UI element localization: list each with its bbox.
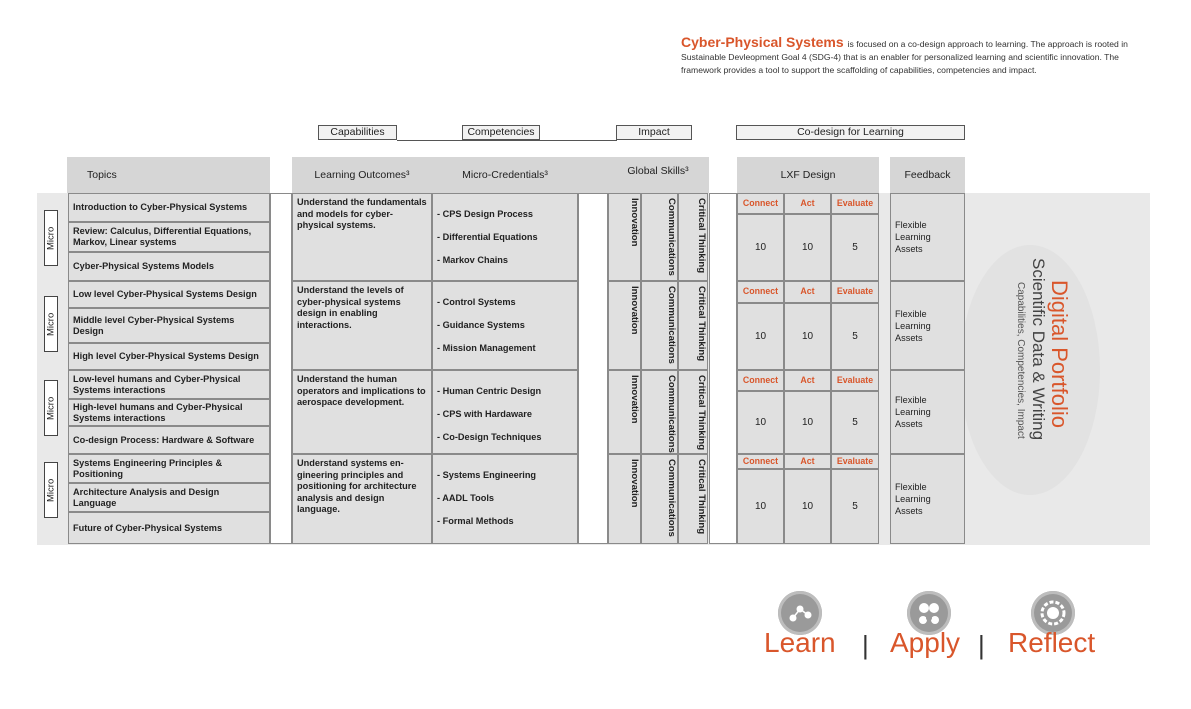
lxf-evaluate-value: 5 xyxy=(831,391,879,454)
lxf-act-value: 10 xyxy=(784,469,831,544)
lxf-connect-label: Connect xyxy=(737,454,784,469)
micro-credential-item: - Human Centric Design xyxy=(437,385,542,396)
category-capabilities: Capabilities xyxy=(318,125,397,140)
digital-portfolio xyxy=(1006,250,1076,490)
category-competencies: Competencies xyxy=(462,125,540,140)
skill-critical-thinking: Critical Thinking xyxy=(678,454,708,544)
lxf-evaluate-label: Evaluate xyxy=(831,193,879,214)
lxf-act-label: Act xyxy=(784,281,831,303)
micro-credential-item: - Mission Management xyxy=(437,342,536,353)
spacer-column xyxy=(270,193,292,544)
topic-cell: Architecture Analysis and Design Language xyxy=(68,483,270,512)
header-lxf-design: LXF Design xyxy=(737,157,879,193)
header-learning-outcomes: Learning Outcomes³ xyxy=(314,169,410,181)
learning-outcome-cell: Understand the human operators and implications to aerospace development. xyxy=(292,370,432,454)
spacer-column xyxy=(578,193,608,544)
lxf-act-label: Act xyxy=(784,370,831,391)
learning-outcome-cell: Understand the fundamentals and models for cyber-physical systems. xyxy=(292,193,432,281)
topic-cell: Future of Cyber-Physical Systems xyxy=(68,512,270,544)
skill-innovation: Innovation xyxy=(608,370,641,454)
topic-cell: Cyber-Physical Systems Models xyxy=(68,252,270,281)
skill-innovation: Innovation xyxy=(608,193,641,281)
skill-communications: Communications xyxy=(641,281,678,370)
header-feedback: Feedback xyxy=(890,157,965,193)
micro-credential-item: - AADL Tools xyxy=(437,492,494,503)
lxf-connect-label: Connect xyxy=(737,281,784,303)
header-topics: Topics xyxy=(67,157,270,193)
micro-credentials-cell xyxy=(432,454,578,544)
feedback-cell: Flexible Learning Assets xyxy=(890,193,965,281)
skill-communications: Communications xyxy=(641,370,678,454)
nav-separator: | xyxy=(978,630,985,660)
skill-innovation: Innovation xyxy=(608,454,641,544)
learning-outcome-cell: Understand the levels of cyber-physical systems design in enabling interactions. xyxy=(292,281,432,370)
lxf-act-value: 10 xyxy=(784,303,831,370)
feedback-cell: Flexible Learning Assets xyxy=(890,370,965,454)
lxf-evaluate-value: 5 xyxy=(831,469,879,544)
lxf-connect-label: Connect xyxy=(737,370,784,391)
intro-body: is focused on a co-design approach to learning. The approach is rooted in Sustainable Devleopment Goal 4 (SDG-4) that is an enabler for personalized learning and scientific innovation. The framework provides a tool to support the scaffolding of capabilities, competencies and impact. xyxy=(681,39,1128,75)
micro-label: Micro xyxy=(44,296,58,352)
intro-brand: Cyber-Physical Systems xyxy=(681,34,844,50)
micro-credential-item: - CPS Design Process xyxy=(437,208,533,219)
topic-cell: High-level humans and Cyber-Physical Systems interactions xyxy=(68,399,270,426)
topic-cell: Middle level Cyber-Physical Systems Design xyxy=(68,308,270,343)
lxf-evaluate-label: Evaluate xyxy=(831,454,879,469)
micro-label: Micro xyxy=(44,462,58,518)
topic-cell: Co-design Process: Hardware & Software xyxy=(68,426,270,454)
learning-outcome-cell: Understand systems en-gineering principles and positioning for architecture analysis and design language. xyxy=(292,454,432,544)
lxf-evaluate-label: Evaluate xyxy=(831,281,879,303)
topic-cell: Review: Calculus, Differential Equations, Markov, Linear systems xyxy=(68,222,270,252)
lxf-connect-value: 10 xyxy=(737,214,784,281)
lxf-connect-value: 10 xyxy=(737,391,784,454)
micro-credential-item: - Co-Design Techniques xyxy=(437,431,542,442)
lxf-act-label: Act xyxy=(784,193,831,214)
lxf-connect-value: 10 xyxy=(737,469,784,544)
micro-credential-item: - Formal Methods xyxy=(437,515,514,526)
lxf-evaluate-value: 5 xyxy=(831,214,879,281)
feedback-cell: Flexible Learning Assets xyxy=(890,454,965,544)
skill-communications: Communications xyxy=(641,454,678,544)
topic-cell: Low-level humans and Cyber-Physical Systems interactions xyxy=(68,370,270,399)
reflect-link[interactable]: Reflect xyxy=(1008,627,1096,658)
lxf-act-value: 10 xyxy=(784,391,831,454)
micro-credentials-cell xyxy=(432,370,578,454)
micro-credential-item: - Differential Equations xyxy=(437,231,538,242)
topic-cell: Systems Engineering Principles & Positioning xyxy=(68,454,270,483)
micro-credential-item: - Markov Chains xyxy=(437,254,508,265)
portfolio-title: Digital Portfolio xyxy=(1047,280,1072,428)
lxf-act-value: 10 xyxy=(784,214,831,281)
skill-communications: Communications xyxy=(641,193,678,281)
category-connector-line xyxy=(397,140,617,141)
lxf-connect-value: 10 xyxy=(737,303,784,370)
micro-credential-item: - Guidance Systems xyxy=(437,319,525,330)
feedback-cell: Flexible Learning Assets xyxy=(890,281,965,370)
topic-cell: Introduction to Cyber-Physical Systems xyxy=(68,193,270,222)
nav-separator: | xyxy=(862,630,869,660)
portfolio-subtitle: Scientific Data & Writing xyxy=(1029,258,1048,441)
category-impact: Impact xyxy=(616,125,692,140)
lxf-evaluate-label: Evaluate xyxy=(831,370,879,391)
portfolio-caption: Capabilities, Competencies, Impact xyxy=(1015,282,1026,439)
skill-critical-thinking: Critical Thinking xyxy=(678,193,708,281)
skill-innovation: Innovation xyxy=(608,281,641,370)
apply-link[interactable]: Apply xyxy=(890,627,961,658)
category-codesign: Co-design for Learning xyxy=(736,125,965,140)
lxf-evaluate-value: 5 xyxy=(831,303,879,370)
micro-credentials-cell xyxy=(432,193,578,281)
micro-label: Micro xyxy=(44,210,58,266)
skill-critical-thinking: Critical Thinking xyxy=(678,281,708,370)
learn-link[interactable]: Learn xyxy=(764,627,836,658)
skill-critical-thinking: Critical Thinking xyxy=(678,370,708,454)
lxf-connect-label: Connect xyxy=(737,193,784,214)
topic-cell: Low level Cyber-Physical Systems Design xyxy=(68,281,270,308)
micro-credential-item: - Systems Engineering xyxy=(437,469,537,480)
spacer-column xyxy=(709,193,737,544)
micro-credential-item: - CPS with Hardaware xyxy=(437,408,532,419)
topic-cell: High level Cyber-Physical Systems Design xyxy=(68,343,270,370)
lxf-act-label: Act xyxy=(784,454,831,469)
micro-credentials-cell xyxy=(432,281,578,370)
intro-text xyxy=(681,36,1151,77)
header-global-skills: Global Skills³ xyxy=(627,165,689,177)
header-micro-credentials: Micro-Credentials³ xyxy=(462,169,548,181)
micro-label: Micro xyxy=(44,380,58,436)
micro-credential-item: - Control Systems xyxy=(437,296,516,307)
